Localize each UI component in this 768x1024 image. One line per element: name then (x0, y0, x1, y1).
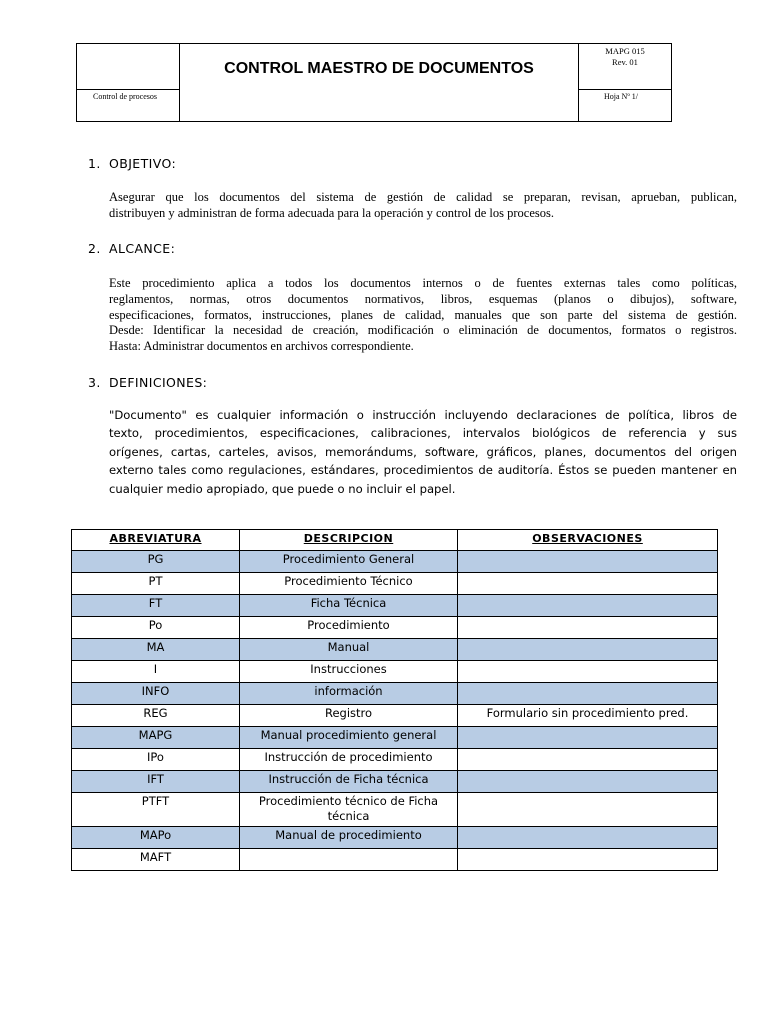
column-header-abreviatura: ABREVIATURA (72, 530, 240, 551)
paragraph-line: distribuyen y administran de forma adecuada para la operación y control de los procesos. (109, 205, 554, 220)
document-code (578, 46, 672, 68)
code-label: MAPG 015 (605, 46, 645, 56)
document-title: CONTROL MAESTRO DE DOCUMENTOS (224, 60, 534, 77)
section-title: ALCANCE: (109, 241, 176, 256)
section-number: 1. (88, 156, 101, 171)
header-subtitle: Control de procesos (93, 92, 157, 101)
cell-abreviatura: MAFT (72, 849, 240, 871)
paragraph-line: "Documento" es cualquier información o instrucción incluyendo declaraciones de política, libros de (109, 408, 737, 422)
revision-label: Rev. 01 (612, 57, 638, 67)
cell-observaciones (458, 551, 718, 573)
table-row (72, 661, 718, 683)
abbreviations-table (71, 529, 718, 871)
paragraph-line: Desde: Identificar la necesidad de creación, modificación o eliminación de documentos, formatos o registros. (109, 323, 737, 338)
cell-abreviatura: MAPG (72, 727, 240, 749)
cell-abreviatura: FT (72, 595, 240, 617)
cell-descripcion: Ficha Técnica (240, 595, 458, 617)
paragraph-line: especificaciones, formatos, instrucciones, planes de calidad, manuales que son parte del sistema de gestión. (109, 307, 737, 322)
table-row (72, 705, 718, 727)
paragraph-line: Este procedimiento aplica a todos los documentos internos o de fuentes externas tales como políticas, (109, 276, 737, 290)
table-row (72, 793, 718, 827)
cell-abreviatura: MAPo (72, 827, 240, 849)
cell-observaciones: Formulario sin procedimiento pred. (458, 705, 718, 727)
document-header (76, 43, 672, 122)
cell-observaciones (458, 749, 718, 771)
paragraph-line: reglamentos, normas, otros documentos normativos, libros, esquemas (planos o dibujos), software, (109, 291, 737, 306)
cell-descripcion: información (240, 683, 458, 705)
paragraph-line: texto, procedimientos, especificaciones, calibraciones, intervalos biológicos de referencia y sus (109, 426, 737, 441)
cell-observaciones (458, 827, 718, 849)
table-row (72, 771, 718, 793)
section-title: DEFINICIONES: (109, 375, 208, 390)
paragraph-line: cualquier medio apropiado, que puede o no incluir el papel. (109, 481, 456, 496)
cell-descripcion: Instrucción de Ficha técnica (240, 771, 458, 793)
table-row (72, 551, 718, 573)
table-row (72, 595, 718, 617)
table-row (72, 573, 718, 595)
cell-descripcion: Registro (240, 705, 458, 727)
cell-descripcion: Procedimiento Técnico (240, 573, 458, 595)
paragraph-line: externo tales como regulaciones, estándares, procedimientos de auditoría. Éstos se pueden mantener en (109, 463, 737, 478)
cell-observaciones (458, 595, 718, 617)
cell-abreviatura: I (72, 661, 240, 683)
table-header-row (72, 530, 718, 551)
cell-abreviatura: PG (72, 551, 240, 573)
section-heading-objetivo (88, 156, 176, 171)
cell-observaciones (458, 683, 718, 705)
paragraph-line: Asegurar que los documentos del sistema de gestión de calidad se preparan, revisan, aprueban, publican, (109, 190, 737, 204)
column-header-descripcion: DESCRIPCION (240, 530, 458, 551)
cell-abreviatura: REG (72, 705, 240, 727)
cell-observaciones (458, 661, 718, 683)
cell-abreviatura: IFT (72, 771, 240, 793)
cell-abreviatura: IPo (72, 749, 240, 771)
cell-observaciones (458, 727, 718, 749)
cell-descripcion: Procedimiento General (240, 551, 458, 573)
section-heading-definiciones (88, 375, 207, 390)
table-row (72, 683, 718, 705)
cell-descripcion: Manual de procedimiento (240, 827, 458, 849)
cell-observaciones (458, 617, 718, 639)
section-body-definiciones (109, 406, 737, 498)
cell-abreviatura: PTFT (72, 793, 240, 827)
column-header-observaciones: OBSERVACIONES (458, 530, 718, 551)
section-heading-alcance (88, 241, 175, 256)
cell-descripcion: Manual procedimiento general (240, 727, 458, 749)
section-body-objetivo (109, 190, 737, 222)
paragraph-line: orígenes, cartas, carteles, avisos, memorándums, software, gráficos, planes, documentos del origen (109, 444, 737, 459)
cell-observaciones (458, 793, 718, 827)
cell-observaciones (458, 771, 718, 793)
cell-abreviatura: Po (72, 617, 240, 639)
table-row (72, 617, 718, 639)
cell-abreviatura: MA (72, 639, 240, 661)
cell-observaciones (458, 639, 718, 661)
cell-abreviatura: PT (72, 573, 240, 595)
cell-descripcion: Procedimiento técnico de Ficha técnica (240, 793, 458, 827)
cell-observaciones (458, 573, 718, 595)
table-row (72, 849, 718, 871)
cell-abreviatura: INFO (72, 683, 240, 705)
section-number: 2. (88, 241, 101, 256)
section-body-alcance (109, 276, 737, 355)
table-row (72, 827, 718, 849)
section-number: 3. (88, 375, 101, 390)
section-title: OBJETIVO: (109, 156, 177, 171)
cell-descripcion: Instrucciones (240, 661, 458, 683)
paragraph-line: Hasta: Administrar documentos en archivos correspondiente. (109, 339, 414, 354)
cell-observaciones (458, 849, 718, 871)
page-number: Hoja Nº 1/ (604, 92, 639, 101)
cell-descripcion: Procedimiento (240, 617, 458, 639)
cell-descripcion: Manual (240, 639, 458, 661)
cell-descripcion: Instrucción de procedimiento (240, 749, 458, 771)
table-row (72, 749, 718, 771)
cell-descripcion (240, 849, 458, 871)
table-row (72, 639, 718, 661)
table-row (72, 727, 718, 749)
